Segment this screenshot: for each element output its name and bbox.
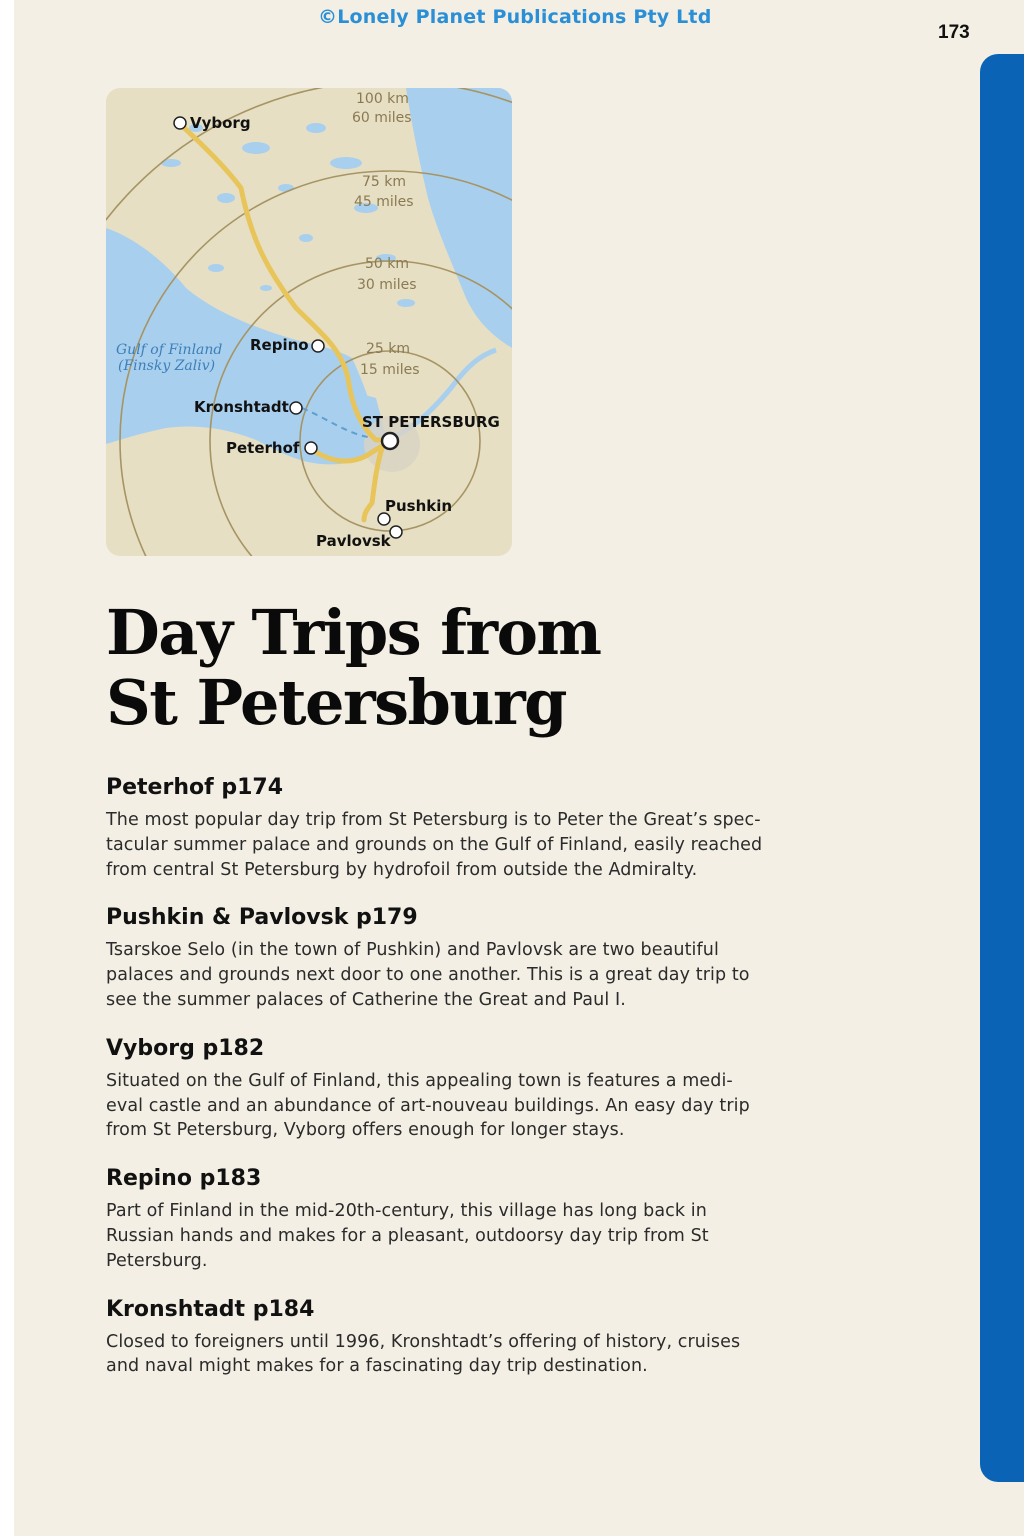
trip-description-line: eval castle and an abundance of art-nouveau buildings. An easy day trip (106, 1095, 750, 1116)
ring-label-75km: 75 km (362, 174, 407, 190)
trip-description-line: Tsarskoe Selo (in the town of Pushkin) and Pavlovsk are two beautiful (106, 940, 719, 961)
page-title-line2: St Petersburg (106, 666, 567, 739)
trip-description-line: from central St Petersburg by hydrofoil from outside the Admiralty. (106, 859, 698, 880)
marker-repino[interactable] (312, 340, 324, 352)
place-label-pushkin: Pushkin (385, 497, 453, 515)
trip-description-line: tacular summer palace and grounds on the Gulf of Finland, easily reached (106, 834, 763, 855)
ring-label-45miles: 45 miles (354, 194, 414, 210)
page-title-line1: Day Trips from (106, 596, 601, 669)
trip-entry-pushkin-pavlovsk (106, 902, 766, 1012)
trip-description (106, 1069, 766, 1143)
trip-description-line: Petersburg. (106, 1250, 208, 1271)
trip-description-line: Part of Finland in the mid-20th-century, this village has long back in (106, 1201, 707, 1222)
trip-description-line: see the summer palaces of Catherine the Great and Paul I. (106, 989, 626, 1010)
trip-description-line: and naval might makes for a fascinating day trip destination. (106, 1356, 648, 1377)
place-label-peterhof: Peterhof (226, 439, 300, 457)
trip-description-line: Situated on the Gulf of Finland, this appealing town is features a medi- (106, 1070, 733, 1091)
place-label-kronshtadt: Kronshtadt (194, 398, 289, 416)
trip-heading[interactable]: Vyborg p182 (106, 1035, 265, 1061)
trip-heading[interactable]: Peterhof p174 (106, 775, 284, 800)
trip-description (106, 938, 766, 1012)
ring-label-30miles: 30 miles (357, 277, 417, 293)
marker-st-petersburg[interactable] (382, 433, 398, 449)
trip-entry-kronshtadt (106, 1294, 766, 1380)
ring-label-50km: 50 km (365, 256, 410, 272)
marker-peterhof[interactable] (305, 442, 317, 454)
trip-entry-vyborg (106, 1033, 766, 1143)
trip-heading[interactable]: Kronshtadt p184 (106, 1296, 315, 1322)
trip-description (106, 808, 766, 882)
trip-description-line: The most popular day trip from St Petersburg is to Peter the Great’s spec- (106, 810, 761, 830)
day-trip-list (106, 772, 766, 1399)
ring-label-15miles: 15 miles (360, 362, 420, 378)
page-title (106, 598, 806, 738)
place-label-repino: Repino (250, 336, 309, 354)
ring-label-60miles: 60 miles (352, 110, 412, 126)
copyright-notice: ©Lonely Planet Publications Pty Ltd (318, 6, 712, 28)
marker-kronshtadt[interactable] (290, 402, 302, 414)
gulf-label-line2: (Finsky Zaliv) (118, 358, 216, 374)
marker-pavlovsk[interactable] (390, 526, 402, 538)
page-number: 173 (938, 22, 970, 43)
trip-heading[interactable]: Pushkin & Pavlovsk p179 (106, 905, 418, 931)
gulf-label-line1: Gulf of Finland (116, 342, 223, 358)
chapter-side-tab[interactable] (980, 54, 1024, 1482)
trip-entry-repino (106, 1163, 766, 1273)
trip-description-line: palaces and grounds next door to one another. This is a great day trip to (106, 965, 750, 986)
day-trips-map (106, 88, 512, 556)
trip-description-line: Closed to foreigners until 1996, Kronshtadt’s offering of history, cruises (106, 1331, 741, 1352)
trip-heading[interactable]: Repino p183 (106, 1166, 262, 1192)
trip-entry-peterhof (106, 772, 766, 882)
ring-label-100km: 100 km (356, 91, 409, 107)
trip-description (106, 1199, 766, 1273)
place-label-pavlovsk: Pavlovsk (316, 532, 391, 550)
trip-description-line: Russian hands and makes for a pleasant, outdoorsy day trip from St (106, 1225, 709, 1246)
trip-description (106, 1330, 766, 1380)
trip-description-line: from St Petersburg, Vyborg offers enough for longer stays. (106, 1120, 625, 1141)
place-label-st-petersburg: ST PETERSBURG (362, 413, 500, 431)
marker-vyborg[interactable] (174, 117, 186, 129)
ring-label-25km: 25 km (366, 341, 411, 357)
place-label-vyborg: Vyborg (190, 114, 251, 132)
map-canvas (106, 88, 512, 556)
